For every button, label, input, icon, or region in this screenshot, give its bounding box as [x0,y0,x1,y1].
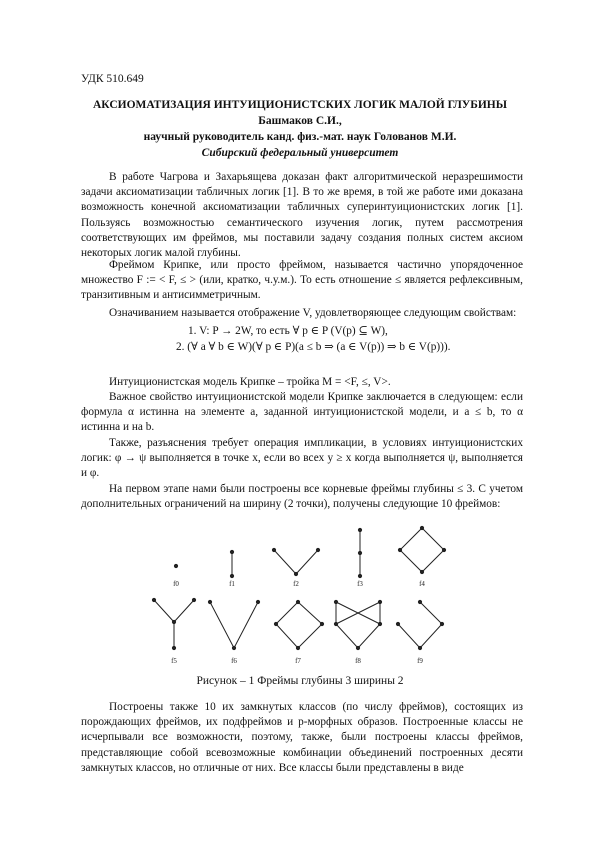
paragraph-intro [81,170,523,261]
frame-node [172,620,175,623]
frame-node [442,548,445,551]
frame-node [274,622,277,625]
frame-label-f4: f4 [419,580,425,588]
frame-node [418,600,421,603]
paragraph-implication [81,436,523,482]
frame-label-f2: f2 [293,580,299,588]
frame-node [256,600,259,603]
frame-node [232,646,235,649]
frame-node [378,622,381,625]
frame-node [420,526,423,529]
frame-node [378,600,381,603]
frame-node [358,551,361,554]
frame-label-f6: f6 [231,657,237,665]
frame-node [334,600,337,603]
paragraph-valuation [81,306,523,321]
affiliation: Сибирский федеральный университет [201,147,399,159]
formula-1: 1. V: P → 2W, то есть ∀ p ∈ P (V(p) ⊆ W), [188,325,388,337]
frames-figure [130,520,470,670]
frame-node [418,646,421,649]
frame-node [192,598,195,601]
paragraph-kripke-frame [81,258,523,304]
paragraph-text: Построены также 10 их замкнутых классов (по числу фреймов), состоящих из порождающих фреймов, их подфреймов и p-морфных образов. Построенные классы не исчерпывали все возможности, поэтому, также, были построены классы фреймов, представляющие собой всевозможные комбинации объединений построенных десяти замкнутых классов, но отличные от них. Все классы были представлены в виде [81,701,523,774]
frame-node [398,548,401,551]
paragraph-text: На первом этапе нами были построены все корневые фреймы глубины ≤ 3. С учетом дополнительных ограничений на ширину (2 точки), получены следующие 10 фреймов: [81,483,523,511]
frame-node [356,646,359,649]
frame-node [272,548,275,551]
frame-node [152,598,155,601]
formula-2: 2. (∀ a ∀ b ∈ W)(∀ p ∈ P)(a ≤ b ⇒ (a ∈ V(p)) ⇒ b ∈ V(p))). [176,341,451,353]
frame-node [296,600,299,603]
frame-node [172,646,175,649]
paragraph-text: Также, разъяснения требует операция импликации, в условиях интуиционистских логик: φ → ψ выполняется в точке x, если во всех y ≥ x когда выполняется ψ, выполняется и φ. [81,437,523,480]
paragraph-text: Означиванием называется отображение V, удовлетворяющее следующим свойствам: [109,307,517,319]
paragraph-property [81,390,523,436]
frame-node [230,550,233,553]
author-name: Башмаков С.И., [258,115,342,127]
frame-node [440,622,443,625]
frame-node [294,572,297,575]
figure-caption: Рисунок – 1 Фреймы глубины 3 ширины 2 [196,675,404,687]
paragraph-text: Интуиционистская модель Крипке – тройка M = <F, ≤, V>. [109,376,391,388]
frame-label-f3: f3 [357,580,363,588]
frame-node [396,622,399,625]
frame-label-f5: f5 [171,657,177,665]
frame-label-f0: f0 [173,580,179,588]
frame-label-f7: f7 [295,657,301,665]
frame-label-f1: f1 [229,580,235,588]
frame-node [320,622,323,625]
paragraph-text: Важное свойство интуиционистской модели Крипке заключается в следующем: если формула α истинна на элементе a, заданной интуиционистской модели, и a ≤ b, то α истинна и на b. [81,391,523,434]
paragraph-text: В работе Чагрова и Захарьящева доказан факт алгоритмической неразрешимости задачи аксиоматизации табличных логик [1]. В то же время, в той же работе ими доказана возможность конечной аксиоматизации табличных суперинтуиционистских логик [1]. Пользуясь возможностью семантического изучения логик, путем рассмотрения соответствующих им фреймов, мы поставили задачу создания полных систем аксиом некоторых логик малой глубины. [81,171,523,260]
paragraph-model [81,375,523,390]
paragraph-text: Фреймом Крипке, или просто фреймом, называется частично упорядоченное множество F := < F, ≤ > (или, кратко, ч.у.м.). То есть отношение ≤ является рефлексивным, транзитивным и антисимметричным. [81,259,523,302]
paragraph-first-stage [81,482,523,512]
frame-node [174,564,177,567]
frame-label-f9: f9 [417,657,423,665]
frame-node [334,622,337,625]
udk-code: УДК 510.649 [81,73,144,85]
frame-node [208,600,211,603]
frame-node [296,646,299,649]
paper-title: АКСИОМАТИЗАЦИЯ ИНТУИЦИОНИСТСКИХ ЛОГИК МАЛОЙ ГЛУБИНЫ [92,99,508,111]
frame-label-f8: f8 [355,657,361,665]
frame-node [358,574,361,577]
paragraph-classes [81,700,523,776]
supervisor-line: научный руководитель канд. физ.-мат. наук Голованов М.И. [143,131,457,143]
frame-node [230,574,233,577]
frame-node [358,528,361,531]
frame-node [316,548,319,551]
frame-node [420,570,423,573]
